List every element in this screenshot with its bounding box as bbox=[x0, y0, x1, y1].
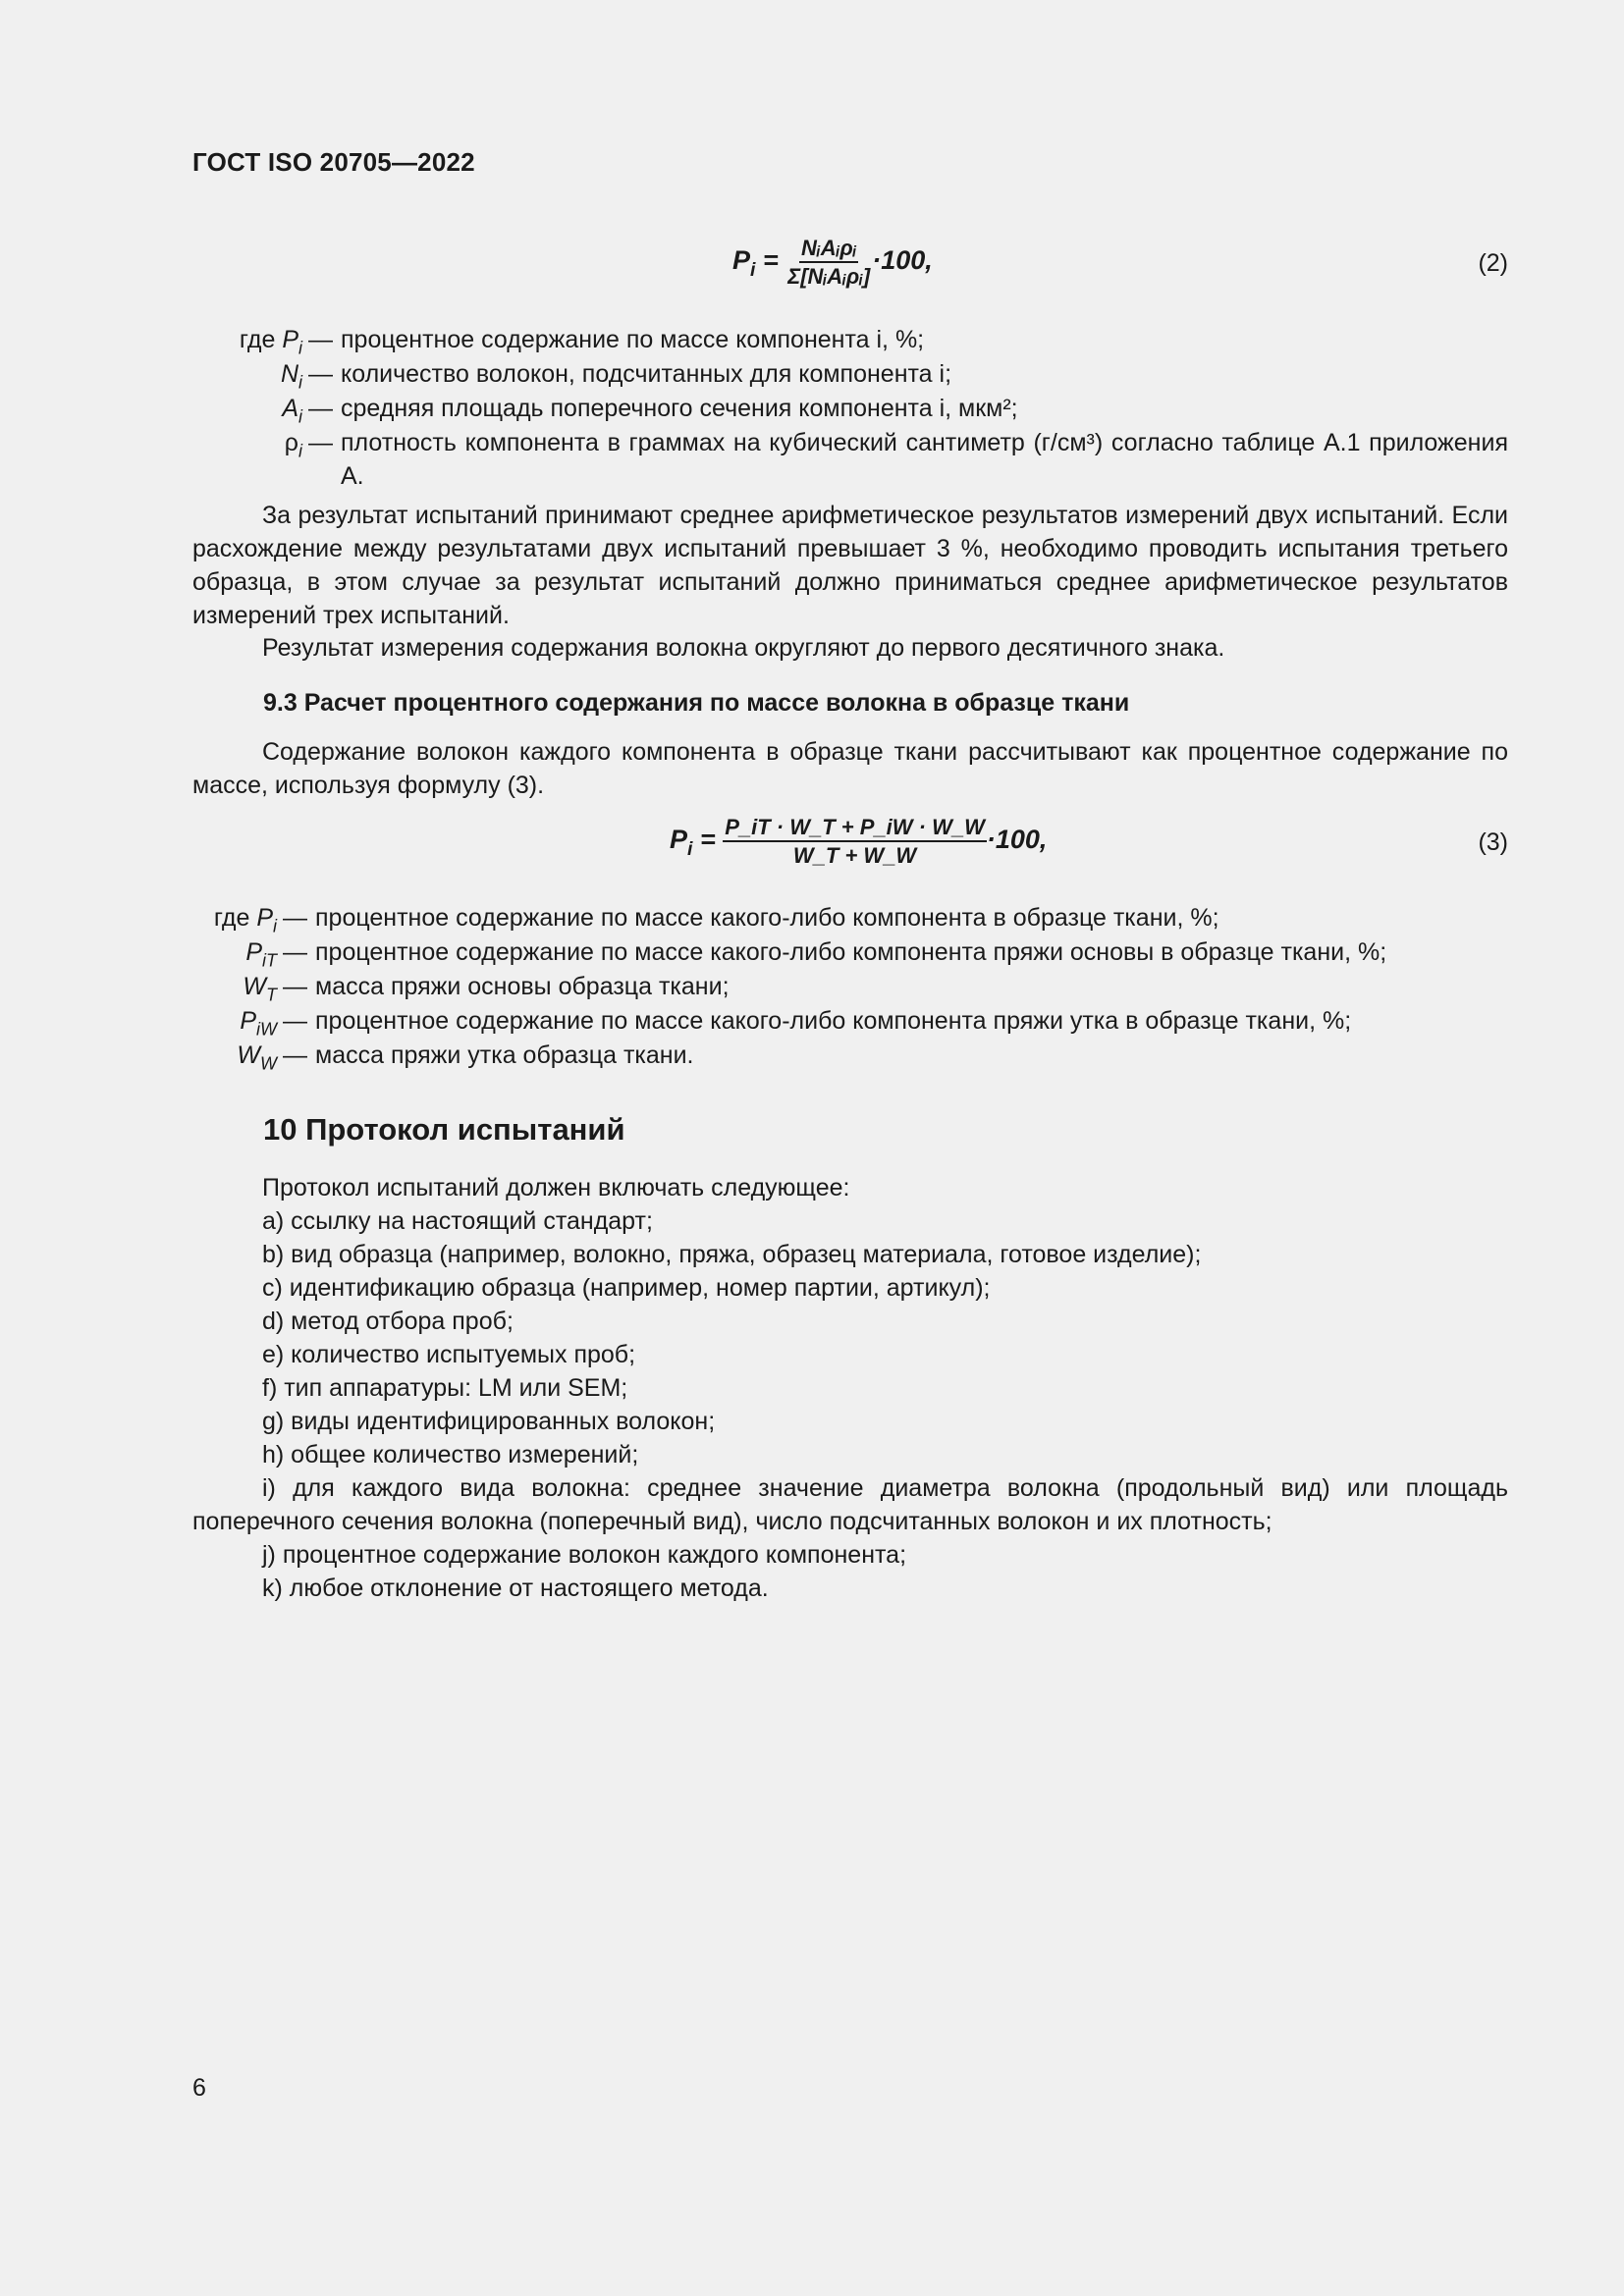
definition-symbol-sub: i bbox=[298, 338, 302, 358]
paragraph-report-intro: Протокол испытаний должен включать следующее: bbox=[262, 1174, 850, 1201]
definition-text: процентное содержание по массе какого-либо компонента в образце ткани, %; bbox=[315, 904, 1219, 932]
section-heading-10: 10 Протокол испытаний bbox=[263, 1112, 625, 1147]
paragraph-result: За результат испытаний принимают среднее арифметическое результатов измерений двух испытаний. Если расхождение между результатами двух испытаний превышает 3 %, необходимо проводить испытания третьего образца, в этом случае за результат испытаний должно приниматься среднее арифметическое результатов измерений трех испытаний. bbox=[192, 502, 1508, 629]
paragraph-rounding: Результат измерения содержания волокна округляют до первого десятичного знака. bbox=[262, 634, 1225, 662]
definition-symbol: W bbox=[237, 1041, 260, 1069]
definition-symbol: P bbox=[282, 326, 298, 353]
formula-3-multiplier: ·100, bbox=[986, 825, 1048, 855]
section-heading-9-3: 9.3 Расчет процентного содержания по массе волокна в образце ткани bbox=[263, 689, 1130, 717]
formula-3-denominator: W_T + W_W bbox=[792, 843, 917, 868]
list-item: a) ссылку на настоящий стандарт; bbox=[262, 1207, 653, 1235]
formula-3-definitions bbox=[192, 901, 1508, 1073]
definition-symbol: P bbox=[240, 1007, 256, 1035]
definition-dash: — bbox=[283, 904, 307, 932]
definition-text: масса пряжи утка образца ткани. bbox=[315, 1041, 694, 1069]
equation-number-3: (3) bbox=[1478, 828, 1508, 856]
list-item: h) общее количество измерений; bbox=[262, 1441, 639, 1468]
formula-2-equals: = bbox=[762, 245, 779, 276]
formula-2-multiplier: ·100, bbox=[872, 245, 933, 276]
definition-row bbox=[192, 935, 1508, 970]
definition-row bbox=[192, 426, 1508, 493]
definition-symbol: P bbox=[245, 938, 262, 966]
definition-text: количество волокон, подсчитанных для компонента i; bbox=[341, 360, 952, 388]
definition-text: процентное содержание по массе компонента i, %; bbox=[341, 326, 925, 353]
definition-symbol-sub: T bbox=[266, 985, 277, 1005]
list-item: f) тип аппаратуры: LM или SEM; bbox=[262, 1374, 628, 1402]
definition-dash: — bbox=[283, 1041, 307, 1069]
definition-row bbox=[192, 392, 1508, 426]
definition-symbol-sub: iW bbox=[256, 1019, 277, 1040]
definition-dash: — bbox=[308, 360, 333, 388]
formula-2-lhs: P bbox=[732, 245, 751, 276]
definition-text: процентное содержание по массе какого-либо компонента пряжи утка в образце ткани, %; bbox=[315, 1007, 1352, 1035]
definition-symbol: P bbox=[256, 904, 273, 932]
formula-3-numerator: P_iT · W_T + P_iW · W_W bbox=[723, 815, 987, 842]
formula-3-lhs: P bbox=[670, 825, 688, 855]
equation-number-2: (2) bbox=[1478, 249, 1508, 277]
page-number: 6 bbox=[192, 2074, 206, 2102]
paragraph-fabric-content: Содержание волокон каждого компонента в образце ткани рассчитывают как процентное содержание по массе, используя формулу (3). bbox=[192, 738, 1508, 799]
definition-text: плотность компонента в граммах на кубический сантиметр (г/см³) согласно таблице А.1 приложения А. bbox=[341, 429, 1508, 490]
formula-2-numerator: NᵢAᵢρᵢ bbox=[799, 236, 858, 263]
definition-row bbox=[192, 1039, 1508, 1073]
formula-3-fraction bbox=[723, 815, 987, 868]
definition-symbol: W bbox=[243, 973, 266, 1000]
list-item: d) метод отбора проб; bbox=[262, 1308, 514, 1335]
list-item: i) для каждого вида волокна: среднее значение диаметра волокна (продольный вид) или площадь поперечного сечения волокна (поперечный вид), число подсчитанных волокон и их плотность; bbox=[192, 1474, 1508, 1535]
definition-row bbox=[192, 901, 1508, 935]
definition-prefix: где bbox=[239, 326, 283, 353]
list-item: b) вид образца (например, волокно, пряжа, образец материала, готовое изделие); bbox=[262, 1241, 1202, 1268]
definition-symbol: A bbox=[282, 395, 298, 422]
definition-row bbox=[192, 970, 1508, 1004]
formula-2-fraction bbox=[785, 236, 872, 289]
definition-text: процентное содержание по массе какого-либо компонента пряжи основы в образце ткани, %; bbox=[315, 938, 1387, 966]
definition-row bbox=[192, 357, 1508, 392]
formula-2 bbox=[732, 236, 933, 289]
definition-symbol-sub: iT bbox=[262, 950, 277, 971]
list-item: e) количество испытуемых проб; bbox=[262, 1341, 636, 1368]
definition-dash: — bbox=[283, 938, 307, 966]
definition-row bbox=[192, 1004, 1508, 1039]
definition-symbol: ρ bbox=[284, 429, 298, 456]
definition-symbol-sub: i bbox=[298, 441, 302, 461]
definition-dash: — bbox=[308, 326, 333, 353]
report-requirements-list bbox=[192, 1204, 1508, 1605]
document-header: ГОСТ ISO 20705—2022 bbox=[192, 147, 475, 177]
definition-prefix: где bbox=[213, 904, 257, 932]
definition-row bbox=[192, 323, 1508, 357]
definition-symbol-sub: i bbox=[298, 372, 302, 393]
definition-symbol-sub: i bbox=[298, 406, 302, 427]
definition-text: масса пряжи основы образца ткани; bbox=[315, 973, 730, 1000]
formula-2-definitions bbox=[192, 323, 1508, 493]
definition-symbol-sub: i bbox=[273, 916, 277, 936]
formula-3 bbox=[670, 815, 1047, 868]
list-item: g) виды идентифицированных волокон; bbox=[262, 1408, 716, 1435]
definition-dash: — bbox=[308, 429, 333, 456]
definition-dash: — bbox=[283, 1007, 307, 1035]
definition-symbol: N bbox=[280, 360, 298, 388]
definition-text: средняя площадь поперечного сечения компонента i, мкм²; bbox=[341, 395, 1018, 422]
formula-3-lhs-sub: i bbox=[687, 837, 693, 860]
formula-3-equals: = bbox=[699, 825, 716, 855]
definition-dash: — bbox=[283, 973, 307, 1000]
list-item: j) процентное содержание волокон каждого компонента; bbox=[262, 1541, 907, 1569]
list-item: c) идентификацию образца (например, номер партии, артикул); bbox=[262, 1274, 991, 1302]
formula-2-lhs-sub: i bbox=[750, 258, 756, 281]
definition-symbol-sub: W bbox=[260, 1053, 277, 1074]
definition-dash: — bbox=[308, 395, 333, 422]
formula-2-denominator: Σ[NᵢAᵢρᵢ] bbox=[787, 264, 871, 289]
list-item: k) любое отклонение от настоящего метода. bbox=[262, 1575, 769, 1602]
